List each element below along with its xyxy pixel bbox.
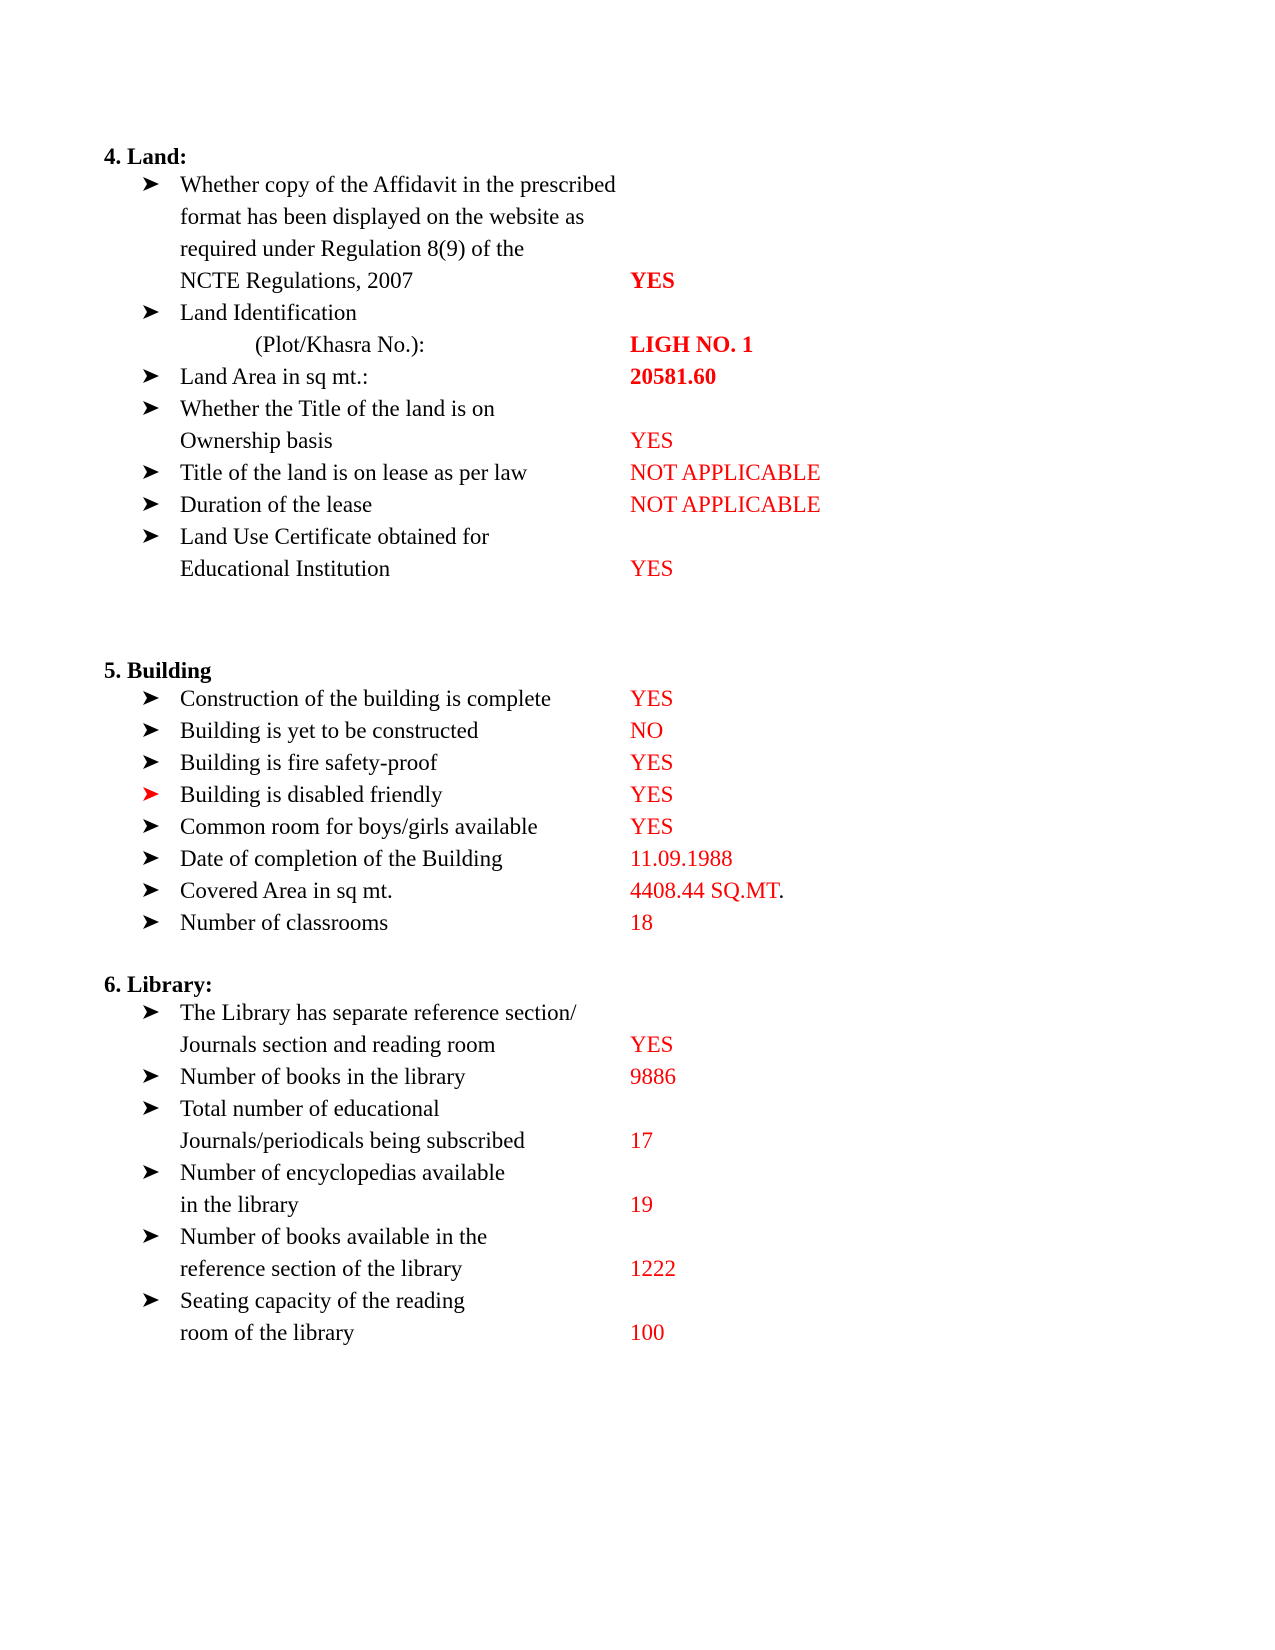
list-item — [0, 1284, 1275, 1317]
item-label: Covered Area in sq mt. — [180, 878, 393, 903]
list-item — [0, 714, 1275, 747]
item-label: Number of classrooms — [180, 910, 389, 935]
list-item — [0, 1060, 1275, 1093]
list-item-continuation — [0, 1124, 1275, 1157]
arrow-bullet-icon — [142, 810, 166, 843]
item-label: Construction of the building is complete — [180, 686, 552, 711]
arrow-bullet-icon — [142, 360, 166, 393]
list-item — [0, 874, 1275, 907]
list-item — [0, 392, 1275, 425]
list-item-continuation — [0, 552, 1275, 585]
item-value: YES — [630, 782, 674, 807]
item-label: Duration of the lease — [180, 492, 373, 517]
list-item — [0, 778, 1275, 811]
section-heading-land: 4. Land: — [104, 144, 188, 169]
item-value: YES — [630, 814, 674, 839]
item-label: Title of the land is on lease as per law — [180, 460, 528, 485]
red-arrow-bullet-icon — [142, 778, 166, 811]
arrow-bullet-icon — [142, 456, 166, 489]
arrow-bullet-icon — [142, 1220, 166, 1253]
list-item — [0, 488, 1275, 521]
list-item-continuation — [0, 264, 1275, 297]
item-label: The Library has separate reference section/ — [180, 1000, 577, 1025]
item-label: Journals section and reading room — [180, 1032, 496, 1057]
item-label: reference section of the library — [180, 1256, 463, 1281]
item-value: YES — [630, 428, 674, 453]
list-item — [0, 746, 1275, 779]
list-item-continuation — [0, 1316, 1275, 1349]
item-label: Date of completion of the Building — [180, 846, 503, 871]
item-label: Building is fire safety-proof — [180, 750, 438, 775]
item-label: required under Regulation 8(9) of the — [180, 236, 525, 261]
arrow-bullet-icon — [142, 168, 166, 201]
item-value: 18 — [630, 910, 653, 935]
list-item — [0, 296, 1275, 329]
list-item-continuation — [0, 1252, 1275, 1285]
item-label: format has been displayed on the website as — [180, 204, 585, 229]
list-item-continuation — [0, 1188, 1275, 1221]
item-label: Land Identification — [180, 300, 357, 325]
item-label: Journals/periodicals being subscribed — [180, 1128, 525, 1153]
item-value: NOT APPLICABLE — [630, 492, 821, 517]
item-label: Number of books in the library — [180, 1064, 466, 1089]
item-label: Land Area in sq mt.: — [180, 364, 369, 389]
item-label: Number of books available in the — [180, 1224, 488, 1249]
arrow-bullet-icon — [142, 874, 166, 907]
arrow-bullet-icon — [142, 906, 166, 939]
list-item — [0, 1092, 1275, 1125]
list-item — [0, 810, 1275, 843]
list-item — [0, 1220, 1275, 1253]
arrow-bullet-icon — [142, 1060, 166, 1093]
item-label: in the library — [180, 1192, 299, 1217]
list-item — [0, 360, 1275, 393]
item-value: 1222 — [630, 1256, 676, 1281]
item-value: YES — [630, 556, 674, 581]
item-label: Total number of educational — [180, 1096, 440, 1121]
item-label: Seating capacity of the reading — [180, 1288, 465, 1313]
item-value: 9886 — [630, 1064, 676, 1089]
list-item — [0, 168, 1275, 201]
item-label: Building is yet to be constructed — [180, 718, 479, 743]
item-label: Ownership basis — [180, 428, 333, 453]
item-label: (Plot/Khasra No.): — [255, 332, 425, 357]
list-item — [0, 1156, 1275, 1189]
arrow-bullet-icon — [142, 996, 166, 1029]
item-value: 11.09.1988 — [630, 846, 733, 871]
arrow-bullet-icon — [142, 1156, 166, 1189]
list-item — [0, 456, 1275, 489]
covered-area-period: . — [778, 878, 785, 903]
list-item-continuation — [0, 200, 1275, 233]
item-value: 20581.60 — [630, 364, 717, 389]
item-value — [630, 874, 784, 907]
item-value: YES — [630, 750, 674, 775]
item-value: NOT APPLICABLE — [630, 460, 821, 485]
item-value: 100 — [630, 1320, 665, 1345]
arrow-bullet-icon — [142, 392, 166, 425]
list-item — [0, 906, 1275, 939]
item-label: room of the library — [180, 1320, 355, 1345]
item-label: Land Use Certificate obtained for — [180, 524, 490, 549]
item-value: 17 — [630, 1128, 653, 1153]
item-label: Educational Institution — [180, 556, 391, 581]
arrow-bullet-icon — [142, 1092, 166, 1125]
item-label: Number of encyclopedias available — [180, 1160, 506, 1185]
arrow-bullet-icon — [142, 714, 166, 747]
arrow-bullet-icon — [142, 488, 166, 521]
list-item — [0, 520, 1275, 553]
item-value: YES — [630, 686, 674, 711]
arrow-bullet-icon — [142, 682, 166, 715]
item-label: Whether the Title of the land is on — [180, 396, 495, 421]
list-item-continuation — [0, 232, 1275, 265]
list-item-continuation — [0, 424, 1275, 457]
item-label: Building is disabled friendly — [180, 782, 443, 807]
item-value: YES — [630, 268, 675, 293]
arrow-bullet-icon — [142, 1284, 166, 1317]
item-label: Common room for boys/girls available — [180, 814, 538, 839]
item-value: YES — [630, 1032, 674, 1057]
section-heading-library: 6. Library: — [104, 972, 213, 997]
item-label: Whether copy of the Affidavit in the prescribed — [180, 172, 616, 197]
list-item — [0, 682, 1275, 715]
item-value: LIGH NO. 1 — [630, 332, 754, 357]
section-heading-building: 5. Building — [104, 658, 212, 683]
list-item — [0, 996, 1275, 1029]
item-value: 19 — [630, 1192, 653, 1217]
item-value: NO — [630, 718, 664, 743]
list-item — [0, 842, 1275, 875]
arrow-bullet-icon — [142, 746, 166, 779]
arrow-bullet-icon — [142, 296, 166, 329]
list-item-continuation — [0, 328, 1275, 361]
arrow-bullet-icon — [142, 520, 166, 553]
item-label: NCTE Regulations, 2007 — [180, 268, 414, 293]
arrow-bullet-icon — [142, 842, 166, 875]
list-item-continuation — [0, 1028, 1275, 1061]
covered-area-value: 4408.44 SQ.MT — [630, 878, 779, 903]
